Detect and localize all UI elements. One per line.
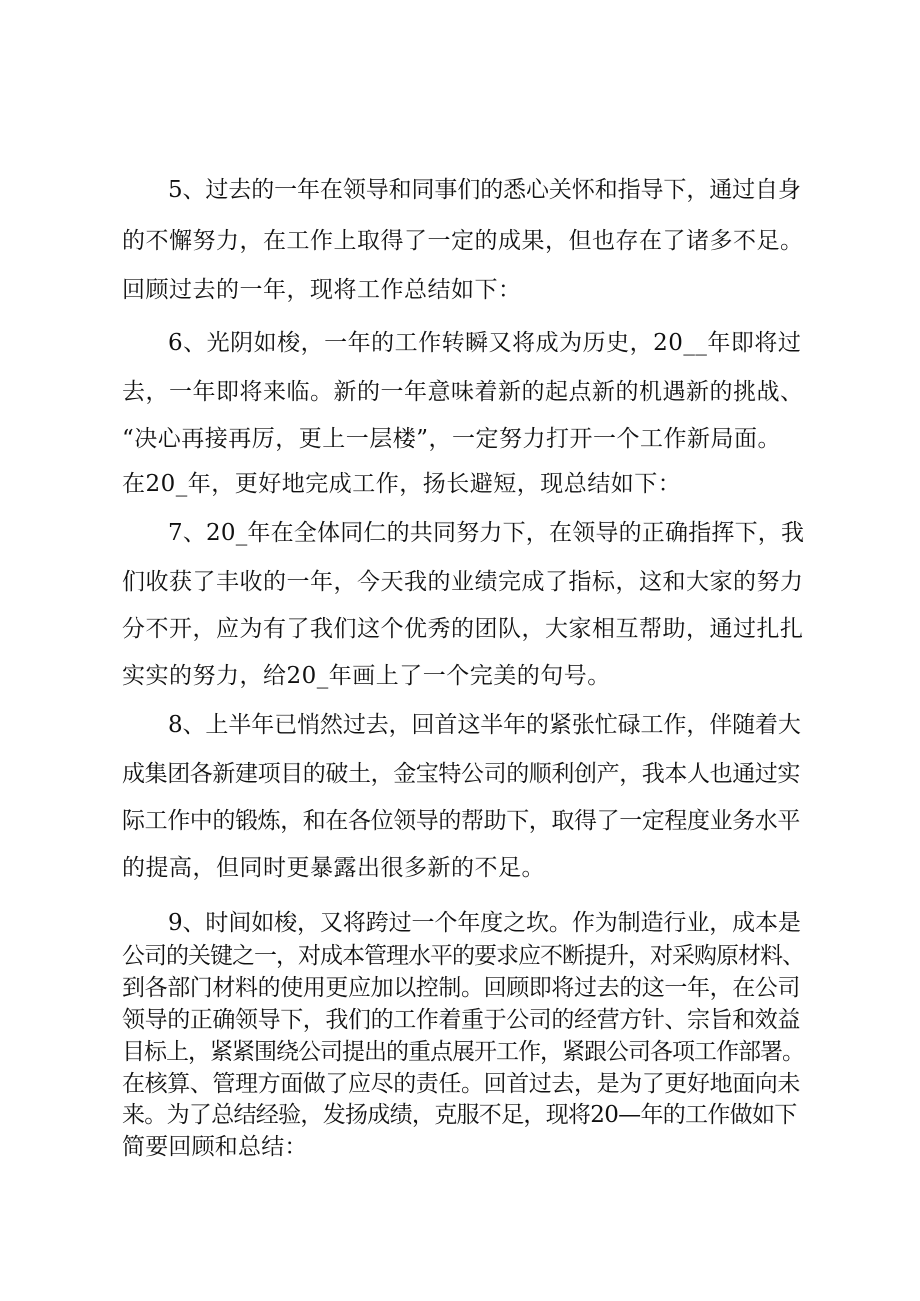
text-line: 在20_年，更好地完成工作，扬长避短，现总结如下： bbox=[122, 471, 682, 497]
text-line: 领导的正确领导下，我们的工作着重于公司的经营方针、宗旨和效益 bbox=[122, 1007, 801, 1033]
text-line: 成集团各新建项目的破土，金宝特公司的顺利创产，我本人也通过实 bbox=[122, 761, 801, 787]
text-line: 到各部门材料的使用更应加以控制。回顾即将过去的这一年，在公司 bbox=[122, 975, 801, 1001]
text-line: 5、过去的一年在领导和同事们的悉心关怀和指导下，通过自身 bbox=[168, 177, 801, 203]
text-line: 实实的努力，给20_年画上了一个完美的句号。 bbox=[122, 663, 611, 689]
text-line: 去，一年即将来临。新的一年意味着新的起点新的机遇新的挑战、 bbox=[122, 379, 804, 405]
text-line: 公司的关键之一，对成本管理水平的要求应不断提升，对采购原材料、 bbox=[122, 943, 804, 969]
text-line: 在核算、管理方面做了应尽的责任。回首过去，是为了更好地面向未 bbox=[122, 1071, 801, 1097]
text-line: 目标上，紧紧围绕公司提出的重点展开工作，紧跟公司各项工作部署。 bbox=[122, 1039, 804, 1065]
text-line: 们收获了丰收的一年，今天我的业绩完成了指标，这和大家的努力 bbox=[122, 569, 804, 595]
text-line: 分不开，应为有了我们这个优秀的团队，大家相互帮助，通过扎扎 bbox=[122, 616, 804, 642]
text-line: 9、时间如梭，又将跨过一个年度之坎。作为制造行业，成本是 bbox=[168, 910, 801, 936]
text-line: 8、上半年已悄然过去，回首这半年的紧张忙碌工作，伴随着大 bbox=[168, 712, 801, 738]
text-line: 7、20_年在全体同仁的共同努力下，在领导的正确指挥下，我 bbox=[168, 520, 805, 546]
text-line: 来。为了总结经验，发扬成绩，克服不足，现将20—年的工作做如下 bbox=[122, 1102, 797, 1128]
text-line: 简要回顾和总结： bbox=[122, 1134, 308, 1160]
text-line: 回顾过去的一年，现将工作总结如下： bbox=[122, 277, 522, 303]
text-line: 际工作中的锻炼，和在各位领导的帮助下，取得了一定程度业务水平 bbox=[122, 808, 801, 834]
text-line: 6、光阴如梭，一年的工作转瞬又将成为历史，20__年即将过 bbox=[168, 330, 802, 356]
text-line: 的不懈努力，在工作上取得了一定的成果，但也存在了诸多不足。 bbox=[122, 228, 804, 254]
text-line: “决心再接再厉，更上一层楼”，一定努力打开一个工作新局面。 bbox=[122, 426, 782, 452]
text-line: 的提高，但同时更暴露出很多新的不足。 bbox=[122, 855, 545, 881]
